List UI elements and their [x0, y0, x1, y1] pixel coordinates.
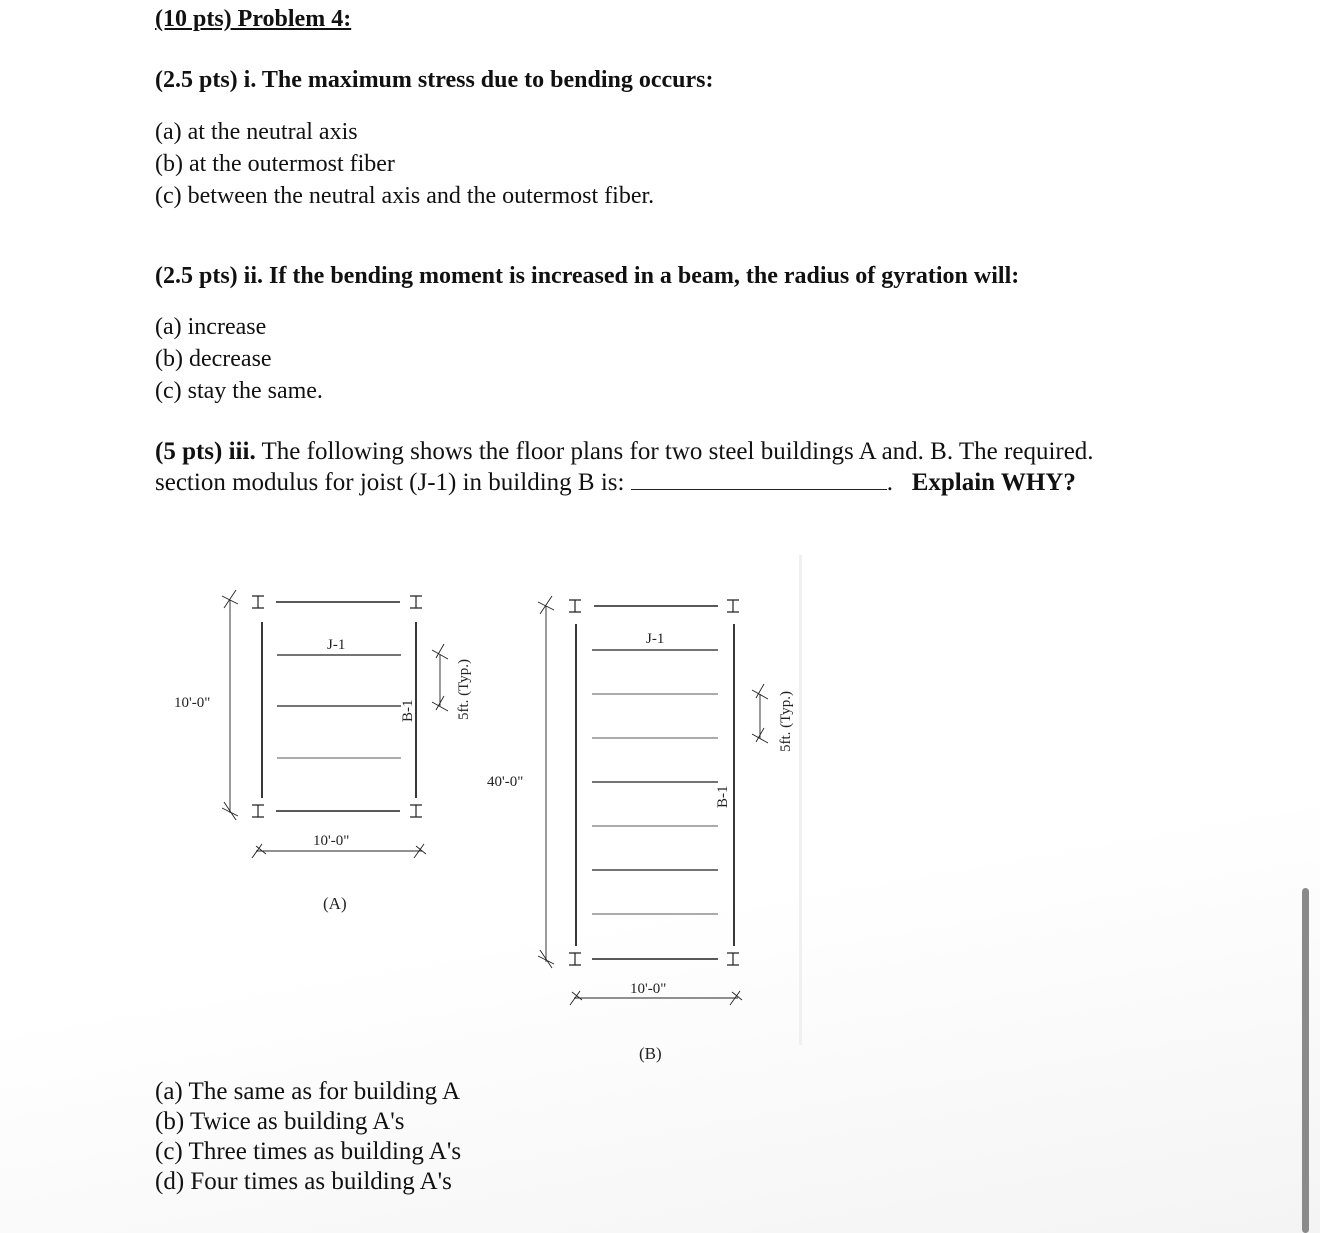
- question-3-option-d: (d) Four times as building A's: [155, 1168, 452, 1195]
- building-a-joist-label: J-1: [327, 637, 346, 653]
- building-b-width-label: 10'-0": [630, 981, 667, 997]
- question-2-option-a: (a) increase: [155, 314, 267, 340]
- question-1-option-b: (b) at the outermost fiber: [155, 151, 395, 177]
- building-b-plan: [538, 596, 768, 1005]
- question-1-option-c: (c) between the neutral axis and the outermost fiber.: [155, 183, 655, 209]
- question-3-option-b: (b) Twice as building A's: [155, 1108, 405, 1135]
- vertical-scrollbar[interactable]: [1302, 888, 1309, 1233]
- building-a-length-label: 10'-0": [174, 695, 211, 711]
- building-a-caption: (A): [323, 894, 347, 913]
- building-a-beam-label: B-1: [400, 699, 416, 722]
- question-2-prompt: (2.5 pts) ii. If the bending moment is increased in a beam, the radius of gyration will:: [155, 263, 1020, 289]
- building-b-caption: (B): [639, 1044, 662, 1063]
- building-b-beam-label: B-1: [715, 785, 731, 808]
- question-3-line-1: The following shows the floor plans for two steel buildings A and. B. The required.: [255, 438, 1094, 465]
- building-a-spacing-label: 5ft. (Typ.): [456, 658, 472, 720]
- question-3-line-2: section modulus for joist (J-1) in building B is:: [155, 469, 631, 496]
- question-3-option-a: (a) The same as for building A: [155, 1078, 461, 1105]
- building-b-joist-label: J-1: [646, 631, 665, 647]
- building-b-length-label: 40'-0": [487, 774, 524, 790]
- blank-period: .: [886, 469, 893, 496]
- building-a-width-label: 10'-0": [313, 833, 350, 849]
- question-2-option-c: (c) stay the same.: [155, 378, 323, 404]
- question-3-option-c: (c) Three times as building A's: [155, 1138, 462, 1165]
- explain-why: Explain WHY?: [911, 469, 1076, 496]
- building-b-spacing-label: 5ft. (Typ.): [778, 690, 794, 752]
- question-1-option-a: (a) at the neutral axis: [155, 119, 358, 145]
- question-3-points: (5 pts) iii.: [155, 438, 256, 465]
- problem-title: (10 pts) Problem 4:: [155, 6, 352, 32]
- question-2-option-b: (b) decrease: [155, 346, 272, 372]
- question-3-options: [155, 1077, 461, 1197]
- building-a-plan: [222, 590, 448, 858]
- question-1-prompt: (2.5 pts) i. The maximum stress due to bending occurs:: [155, 67, 714, 93]
